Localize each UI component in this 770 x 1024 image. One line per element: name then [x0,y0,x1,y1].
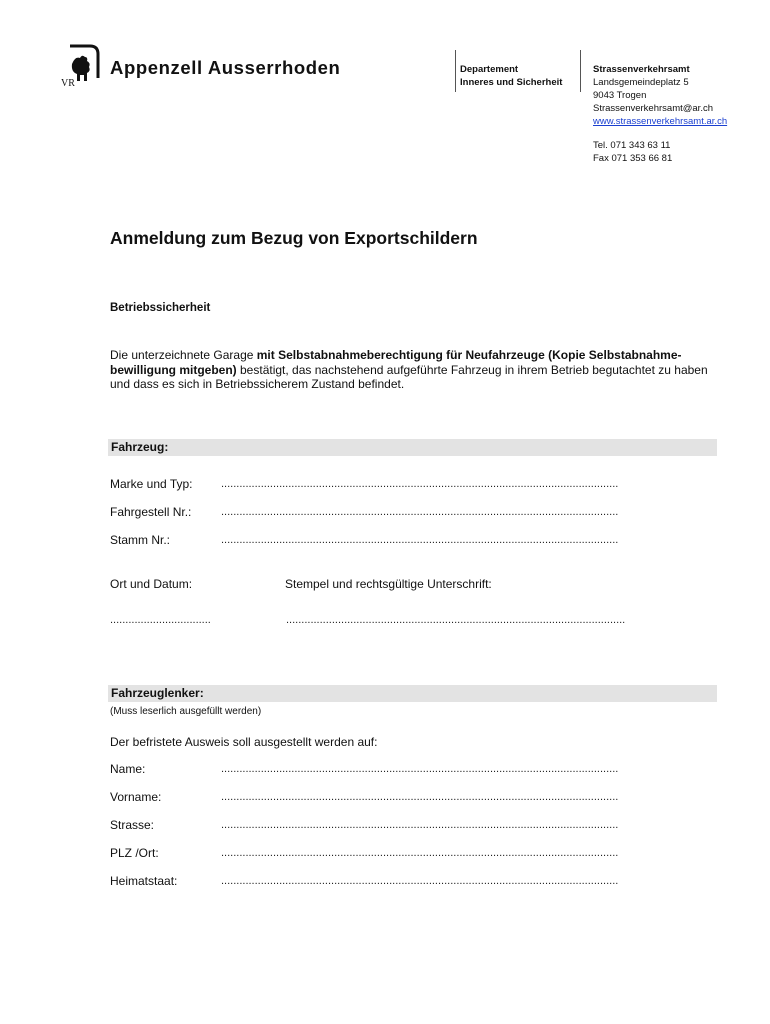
intro-text-1: Die unterzeichnete Garage [110,348,257,362]
zip-city-label: PLZ /Ort: [110,846,159,860]
legibility-note: (Muss leserlich ausgefüllt werden) [110,706,262,717]
intro-text-bold: mit Selbstabnahmeberechtigung für Neufahrzeuge (Kopie Selbstabnahme-bewilligung mitgeben) [110,348,682,377]
make-type-field[interactable]: .................................................................................................................................. [221,478,619,490]
address-city: 9043 Trogen [593,90,647,101]
issue-statement: Der befristete Ausweis soll ausgestellt werden auf: [110,735,378,749]
firstname-field[interactable]: .................................................................................................................................. [221,791,619,803]
firstname-label: Vorname: [110,790,162,804]
website-link[interactable]: www.strassenverkehrsamt.ar.ch [593,116,728,127]
intro-text-2: bestätigt, das nachstehend aufgeführte Fahrzeug in ihrem Betrieb begutachtet zu haben und dass es sich in Betriebssicherem Zustand befindet. [110,362,708,391]
section-heading-driver: Fahrzeuglenker: [111,686,204,700]
stamm-number-label: Stamm Nr.: [110,533,171,547]
zip-city-field[interactable]: .................................................................................................................................. [221,847,619,859]
department-line2: Inneres und Sicherheit [460,77,563,88]
stamp-signature-field[interactable]: ............................................................................................................... [286,614,626,626]
make-type-label: Marke und Typ: [110,477,193,491]
stamp-signature-label: Stempel und rechtsgültige Unterschrift: [285,577,492,591]
coat-of-arms-logo [60,42,104,98]
office-name: Strassenverkehrsamt [593,64,690,75]
address-street: Landsgemeindeplatz 5 [593,77,689,88]
department-line1: Departement [460,64,519,75]
phone-number: Tel. 071 343 63 11 [593,140,671,151]
stamm-number-field[interactable]: .................................................................................................................................. [221,534,619,546]
place-date-field[interactable]: ................................. [110,614,211,626]
divider [580,50,581,92]
street-field[interactable]: .................................................................................................................................. [221,819,619,831]
nationality-field[interactable]: .................................................................................................................................. [221,875,619,887]
chassis-number-field[interactable]: .................................................................................................................................. [221,506,619,518]
name-label: Name: [110,762,146,776]
section-bar-vehicle [108,439,717,456]
document-title: Anmeldung zum Bezug von Exportschildern [110,228,478,248]
intro-paragraph [110,348,715,392]
address-block [593,63,727,165]
nationality-label: Heimatstaat: [110,874,178,888]
divider [455,50,456,92]
place-date-label: Ort und Datum: [110,577,193,591]
section-heading-vehicle: Fahrzeug: [111,440,169,454]
name-field[interactable]: .................................................................................................................................. [221,763,619,775]
organization-name: Appenzell Ausserrhoden [110,57,341,78]
street-label: Strasse: [110,818,155,832]
department-block [460,63,562,89]
email-address: Strassenverkehrsamt@ar.ch [593,103,713,114]
logo-letters: VR [61,78,75,89]
chassis-number-label: Fahrgestell Nr.: [110,505,192,519]
section-heading-safety: Betriebssicherheit [110,302,211,314]
fax-number: Fax 071 353 66 81 [593,153,673,164]
